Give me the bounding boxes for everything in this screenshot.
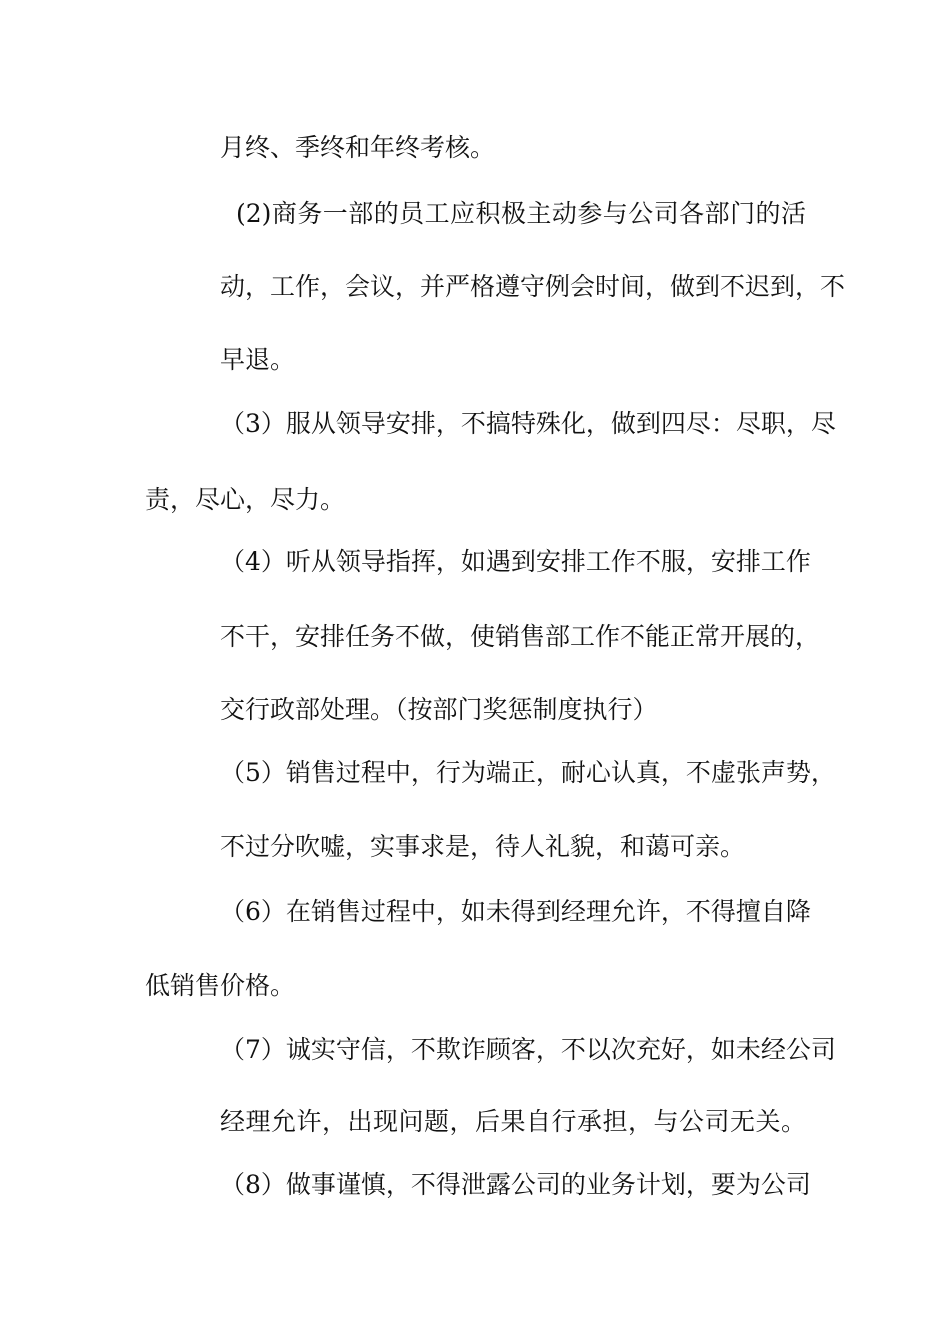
text-line: 不过分吹嘘，实事求是，待人礼貌，和蔼可亲。 <box>220 832 746 861</box>
text-line: 低销售价格。 <box>145 971 296 1000</box>
text-line: (2)商务一部的员工应积极主动参与公司各部门的活 <box>236 199 806 228</box>
text-line: （8）做事谨慎，不得泄露公司的业务计划，要为公司 <box>220 1170 811 1199</box>
text-line: 早退。 <box>220 345 296 374</box>
text-line: 责，尽心，尽力。 <box>145 485 346 514</box>
text-line: 交行政部处理。（按部门奖惩制度执行） <box>220 695 658 724</box>
text-line: 不干，安排任务不做，使销售部工作不能正常开展的， <box>220 622 821 651</box>
text-line: （4）听从领导指挥，如遇到安排工作不服，安排工作 <box>220 547 811 576</box>
text-line: （6）在销售过程中，如未得到经理允许，不得擅自降 <box>220 897 811 926</box>
text-line: （7）诚实守信，不欺诈顾客，不以次充好，如未经公司 <box>220 1035 836 1064</box>
text-line: 经理允许，出现问题，后果自行承担，与公司无关。 <box>220 1107 806 1136</box>
text-line: 月终、季终和年终考核。 <box>220 133 496 162</box>
text-line: 动，工作，会议，并严格遵守例会时间，做到不迟到，不 <box>220 272 846 301</box>
text-line: （3）服从领导安排，不搞特殊化，做到四尽：尽职，尽 <box>220 409 836 438</box>
text-line: （5）销售过程中，行为端正，耐心认真，不虚张声势， <box>220 758 836 787</box>
